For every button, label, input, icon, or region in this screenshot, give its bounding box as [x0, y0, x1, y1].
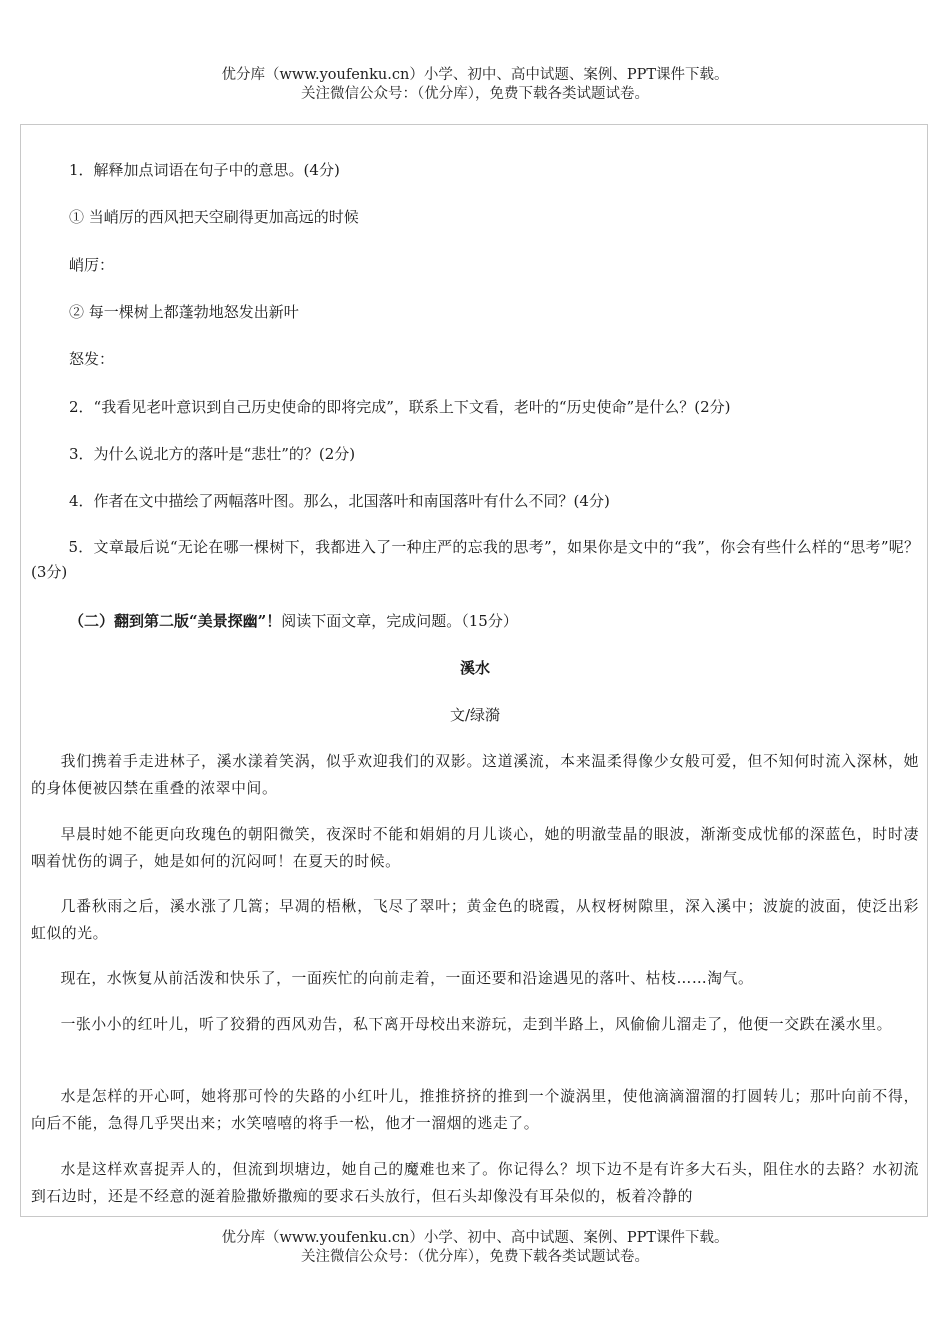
page-header — [0, 66, 950, 104]
section-2-heading-rest: 阅读下面文章，完成问题。（15分） — [281, 612, 518, 630]
footer-line-2: 关注微信公众号：（优分库），免费下载各类试题试卷。 — [301, 1249, 649, 1265]
article-title: 溪水 — [459, 659, 490, 677]
question-1-term-1: 峭厉： — [69, 256, 115, 274]
article-paragraph: 早晨时她不能更向玫瑰色的朝阳微笑，夜深时不能和娟娟的月儿谈心，她的明澈莹晶的眼波，渐渐变成忧郁的深蓝色，时时凄咽着忧伤的调子，她是如何的沉闷呵！在夏天的时候。 — [31, 826, 919, 870]
question-5: 5．文章最后说“无论在哪一棵树下，我都进入了一种庄严的忘我的思考”，如果你是文中的“我”，你会有些什么样的“思考”呢？(3分) — [31, 538, 919, 581]
question-2: 2．“我看见老叶意识到自己历史使命的即将完成”，联系上下文看，老叶的“历史使命”是什么？(2分) — [69, 398, 731, 416]
article-paragraph: 我们携着手走进林子，溪水漾着笑涡，似乎欢迎我们的双影。这道溪流，本来温柔得像少女般可爱，但不知何时流入深林，她的身体便被囚禁在重叠的浓翠中间。 — [31, 753, 919, 797]
footer-line-1: 优分库（www.youfenku.cn）小学、初中、高中试题、案例、PPT课件下载。 — [221, 1230, 729, 1246]
article-paragraph: 现在，水恢复从前活泼和快乐了，一面疾忙的向前走着，一面还要和沿途遇见的落叶、枯枝……淘气。 — [60, 970, 754, 987]
article-author: 文/绿漪 — [449, 706, 501, 724]
article-paragraph: 几番秋雨之后，溪水涨了几篙；早凋的梧楸，飞尽了翠叶；黄金色的晓霞，从杈枒树隙里，深入溪中；波旋的波面，使泛出彩虹似的光。 — [31, 898, 919, 942]
article-paragraph: 水是怎样的开心呵，她将那可怜的失路的小红叶儿，推推挤挤的推到一个漩涡里，使他滴滴溜溜的打圆转儿；那叶向前不得，向后不能，急得几乎哭出来；水笑嘻嘻的将手一松，他才一溜烟的逃走了。 — [31, 1088, 919, 1132]
section-2-heading — [31, 609, 928, 633]
section-2-heading-bold: （二）翻到第二版“美景探幽”！ — [69, 612, 282, 630]
question-1: 1．解释加点词语在句子中的意思。(4分) — [69, 161, 340, 179]
question-1-item-2: ② 每一棵树上都蓬勃地怒发出新叶 — [69, 303, 299, 321]
page-footer — [0, 1229, 950, 1267]
question-1-item-1: ① 当峭厉的西风把天空刷得更加高远的时候 — [69, 208, 359, 226]
article-paragraph: 一张小小的红叶儿，听了狡猾的西风劝告，私下离开母校出来游玩，走到半路上，风偷偷儿溜走了，他便一交跌在溪水里。 — [60, 1016, 893, 1033]
article-paragraph: 水是这样欢喜捉弄人的，但流到坝塘边，她自己的魔难也来了。你记得么？坝下边不是有许多大石头，阻住水的去路？水初流到石边时，还是不经意的涎着脸撒娇撒痴的要求石头放行，但石头却像没有耳朵似的，板着冷静的 — [31, 1161, 919, 1205]
question-1-term-2: 怒发： — [69, 350, 115, 368]
document-frame — [20, 124, 928, 1217]
header-line-2: 关注微信公众号：（优分库），免费下载各类试题试卷。 — [301, 86, 649, 102]
question-3: 3．为什么说北方的落叶是“悲壮”的？(2分) — [69, 445, 356, 463]
header-line-1: 优分库（www.youfenku.cn）小学、初中、高中试题、案例、PPT课件下载。 — [221, 67, 729, 83]
question-4: 4．作者在文中描绘了两幅落叶图。那么，北国落叶和南国落叶有什么不同？(4分) — [69, 492, 610, 510]
